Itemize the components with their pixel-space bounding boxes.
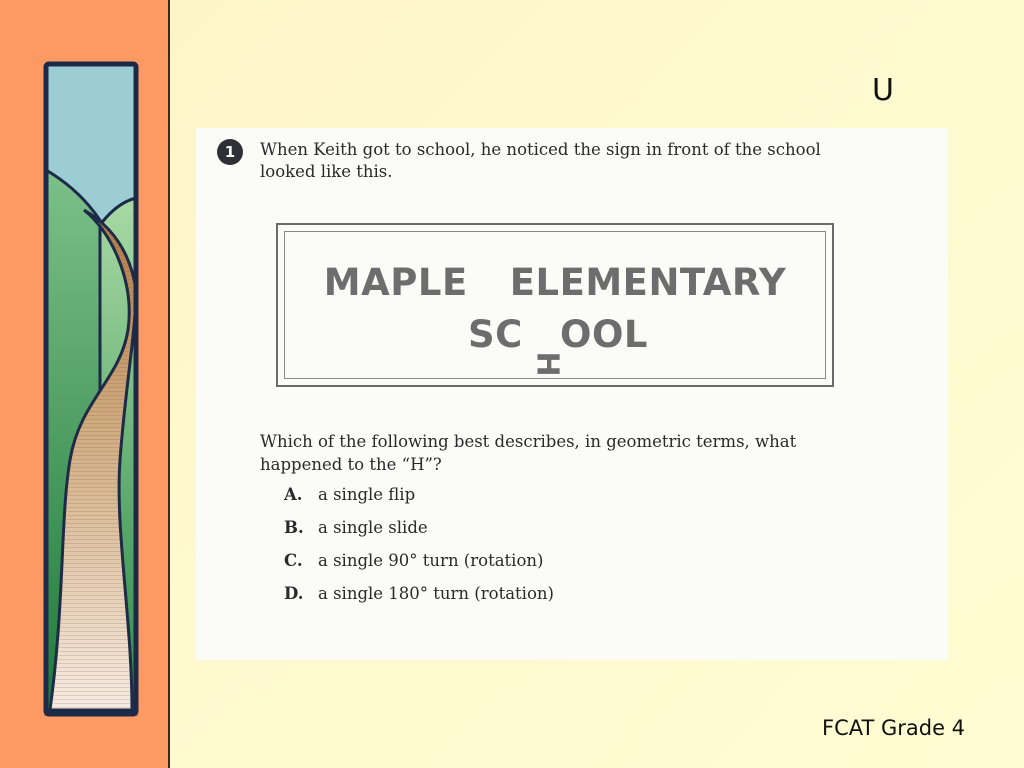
decorative-side-band (0, 0, 170, 768)
choice-text: a single 90° turn (rotation) (318, 551, 544, 570)
choice-letter: A. (284, 485, 303, 504)
choice-text: a single slide (318, 518, 428, 537)
choice-text: a single 180° turn (rotation) (318, 584, 554, 603)
sign-line-2-right: OOL (560, 313, 648, 356)
question-prompt: Which of the following best describes, in geometric terms, what happened to the “H”? (260, 432, 797, 474)
answer-choice-a[interactable] (284, 485, 554, 518)
answer-choice-d[interactable] (284, 584, 554, 617)
sign-word-elementary: ELEMENTARY (509, 261, 787, 304)
choice-letter: D. (284, 584, 304, 603)
choice-letter: B. (284, 518, 304, 537)
sign-rotated-h: H (529, 351, 565, 377)
sign-line-1 (278, 261, 832, 304)
landscape-path-illustration (40, 60, 140, 718)
school-sign (276, 223, 834, 387)
choice-text: a single flip (318, 485, 416, 504)
sign-line-2-left: SC (468, 313, 523, 356)
answer-choice-c[interactable] (284, 551, 554, 584)
slide-footer: FCAT Grade 4 (822, 716, 966, 740)
answer-choices (284, 485, 554, 617)
corner-letter: U (872, 73, 894, 108)
choice-letter: C. (284, 551, 303, 570)
answer-choice-b[interactable] (284, 518, 554, 551)
question-stem: When Keith got to school, he noticed the sign in front of the school looked like this. (260, 140, 821, 181)
test-question-scan (196, 128, 948, 660)
sign-word-maple: MAPLE (323, 261, 468, 304)
question-number-badge: 1 (217, 139, 243, 165)
